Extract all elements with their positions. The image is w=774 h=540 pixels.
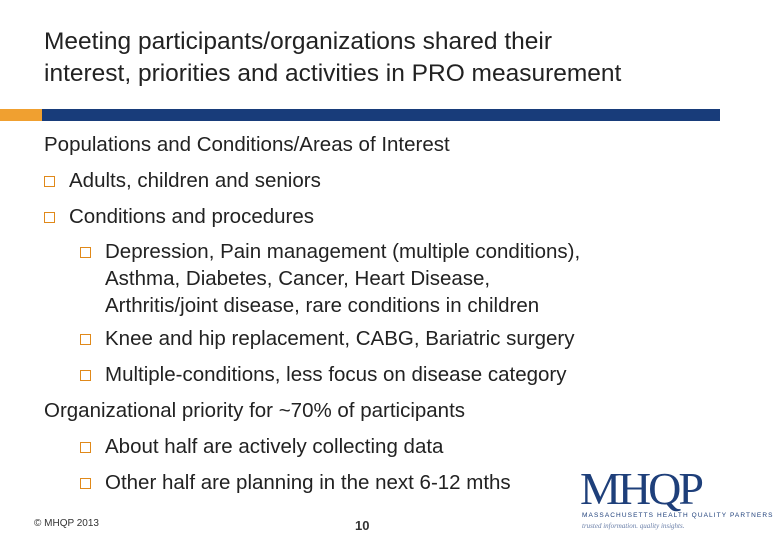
bullet-item <box>44 163 714 199</box>
slide-body <box>44 127 714 501</box>
title-line-1: Meeting participants/organizations shared their <box>44 28 552 55</box>
title-line-2: interest, priorities and activities in PRO measurement <box>44 60 622 87</box>
bullet-text-line: Arthritis/joint disease, rare conditions in children <box>105 294 540 317</box>
section-heading-populations: Populations and Conditions/Areas of Interest <box>44 133 450 156</box>
square-bullet-icon <box>44 176 55 187</box>
footer-copyright: © MHQP 2013 <box>34 518 99 529</box>
square-bullet-icon <box>80 478 91 489</box>
sub-bullet-item <box>44 321 714 357</box>
square-bullet-icon <box>44 212 55 223</box>
bullet-text-line: Asthma, Diabetes, Cancer, Heart Disease, <box>105 267 491 290</box>
bullet-text: Other half are planning in the next 6-12 mths <box>105 471 511 494</box>
mhqp-logo <box>580 463 774 532</box>
title-divider <box>0 109 720 121</box>
logo-subtitle: MASSACHUSETTS HEALTH QUALITY PARTNERS <box>582 512 774 519</box>
sub-bullet-item <box>44 357 714 393</box>
square-bullet-icon <box>80 442 91 453</box>
bullet-item <box>44 199 714 235</box>
logo-tagline: trusted information. quality insights. <box>582 522 685 530</box>
bullet-text: Knee and hip replacement, CABG, Bariatric surgery <box>105 327 575 350</box>
bullet-text: Conditions and procedures <box>69 205 315 228</box>
page-number: 10 <box>355 518 370 533</box>
sub-bullet-item <box>44 429 714 465</box>
logo-letters: MHQP <box>580 463 701 514</box>
bullet-text-line: Depression, Pain management (multiple conditions), <box>105 240 581 263</box>
bullet-text: About half are actively collecting data <box>105 435 444 458</box>
square-bullet-icon <box>80 247 91 258</box>
divider-bar <box>42 109 720 121</box>
sub-bullet-item <box>44 238 665 319</box>
divider-accent <box>0 109 42 121</box>
square-bullet-icon <box>80 334 91 345</box>
slide-title <box>44 26 714 90</box>
bullet-text: Multiple-conditions, less focus on disease category <box>105 363 567 386</box>
section-heading-priority: Organizational priority for ~70% of participants <box>44 399 466 422</box>
square-bullet-icon <box>80 370 91 381</box>
bullet-text: Adults, children and seniors <box>69 169 321 192</box>
